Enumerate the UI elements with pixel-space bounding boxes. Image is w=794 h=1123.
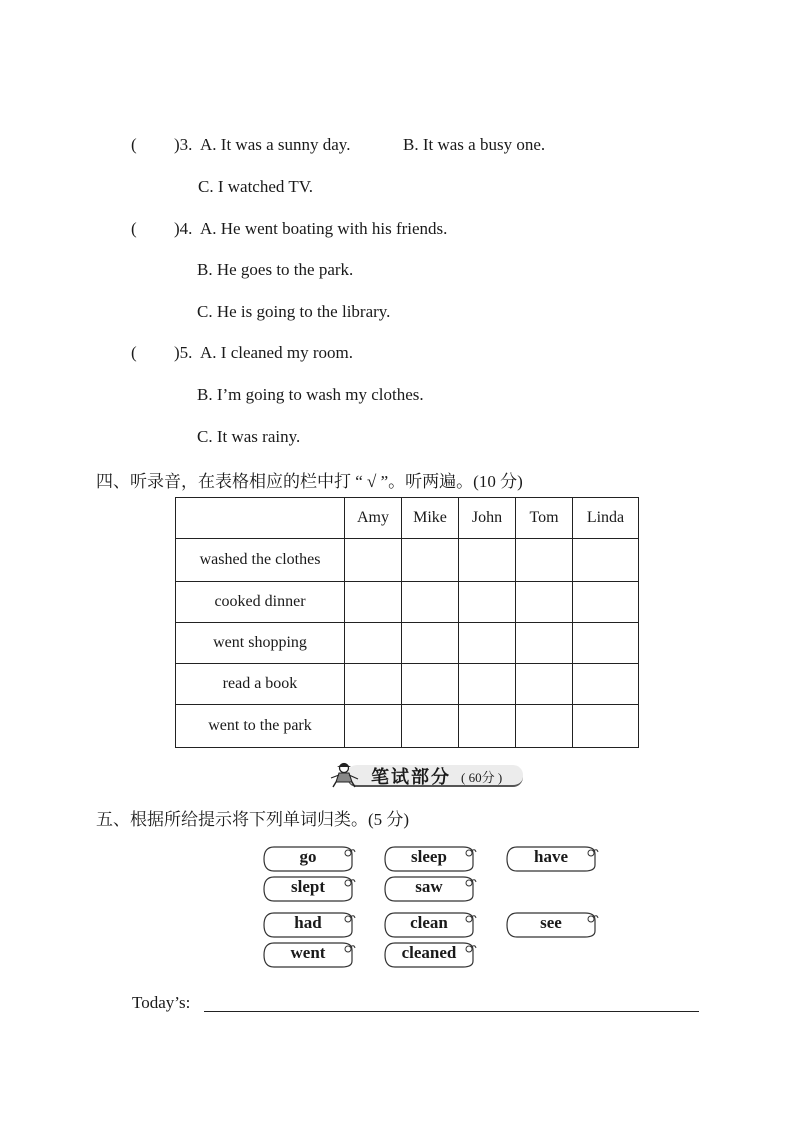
word-tag (262, 941, 354, 967)
word-tag (505, 911, 597, 937)
banner-score: ( 60分 ) (461, 770, 503, 785)
table-row (176, 539, 639, 582)
check-cell[interactable] (573, 623, 639, 664)
option-c: C. It was rainy. (197, 427, 301, 446)
word-sleep: sleep (411, 847, 447, 866)
check-cell[interactable] (345, 582, 402, 623)
word-tag (262, 911, 354, 937)
word-tag (383, 911, 475, 937)
answer-paren-open: ( (131, 219, 137, 238)
word-see: see (540, 913, 562, 932)
question-number: )4. (174, 219, 193, 238)
table-row (176, 582, 639, 623)
option-b: B. He goes to the park. (197, 260, 354, 279)
check-cell[interactable] (573, 664, 639, 705)
word-tag (383, 875, 475, 901)
column-header: Linda (573, 498, 639, 539)
row-label: cooked dinner (176, 582, 345, 623)
row-label: read a book (176, 664, 345, 705)
banner-title: 笔试部分 (371, 767, 451, 788)
word-tag (262, 845, 354, 871)
word-tag (383, 845, 475, 871)
option-c: C. I watched TV. (198, 177, 314, 196)
check-cell[interactable] (459, 705, 516, 748)
column-header: Mike (402, 498, 459, 539)
check-cell[interactable] (402, 664, 459, 705)
written-section-banner (327, 762, 523, 788)
table-header-row (176, 498, 639, 539)
word-go: go (299, 847, 317, 866)
section-4-title: 四、听录音，在表格相应的栏中打 “ √ ”。听两遍。(10 分) (96, 472, 523, 491)
column-header: Amy (345, 498, 402, 539)
check-cell[interactable] (459, 539, 516, 582)
question-number: )5. (174, 343, 193, 362)
check-cell[interactable] (459, 664, 516, 705)
option-c: C. He is going to the library. (197, 302, 391, 321)
check-cell[interactable] (345, 705, 402, 748)
word-had: had (294, 913, 322, 932)
question-number: )3. (174, 135, 193, 154)
word-clean: clean (410, 913, 448, 932)
check-cell[interactable] (459, 582, 516, 623)
check-cell[interactable] (516, 623, 573, 664)
check-cell[interactable] (345, 664, 402, 705)
answer-paren-open: ( (131, 135, 137, 154)
word-tag (505, 845, 597, 871)
row-label: went shopping (176, 623, 345, 664)
check-cell[interactable] (459, 623, 516, 664)
answer-blank-line[interactable] (204, 1011, 699, 1012)
option-b: B. I’m going to wash my clothes. (197, 385, 424, 404)
check-cell[interactable] (516, 539, 573, 582)
word-cleaned: cleaned (401, 943, 457, 962)
check-cell[interactable] (402, 705, 459, 748)
check-cell[interactable] (516, 582, 573, 623)
row-label: went to the park (176, 705, 345, 748)
option-b: B. It was a busy one. (403, 135, 546, 154)
check-cell[interactable] (573, 705, 639, 748)
check-cell[interactable] (345, 623, 402, 664)
table-row (176, 664, 639, 705)
section-5-title: 五、根据所给提示将下列单词归类。(5 分) (96, 810, 410, 829)
row-label: washed the clothes (176, 539, 345, 582)
option-a: A. I cleaned my room. (200, 343, 353, 362)
word-have: have (534, 847, 568, 866)
check-cell[interactable] (402, 582, 459, 623)
word-tag (262, 875, 354, 901)
table-row (176, 623, 639, 664)
word-went: went (290, 943, 326, 962)
check-cell[interactable] (573, 539, 639, 582)
word-tag (383, 941, 475, 967)
answer-paren-open: ( (131, 343, 137, 362)
today-prompt: Today’s: (132, 993, 191, 1012)
option-a: A. It was a sunny day. (200, 135, 351, 154)
table-header-corner (176, 498, 345, 539)
check-cell[interactable] (573, 582, 639, 623)
check-cell[interactable] (516, 664, 573, 705)
word-slept: slept (291, 877, 325, 896)
column-header: Tom (516, 498, 573, 539)
check-cell[interactable] (402, 539, 459, 582)
column-header: John (459, 498, 516, 539)
option-a: A. He went boating with his friends. (200, 219, 448, 238)
student-figure-icon (327, 762, 361, 788)
check-cell[interactable] (345, 539, 402, 582)
listening-table (175, 497, 639, 748)
check-cell[interactable] (402, 623, 459, 664)
table-row (176, 705, 639, 748)
check-cell[interactable] (516, 705, 573, 748)
word-saw: saw (415, 877, 443, 896)
